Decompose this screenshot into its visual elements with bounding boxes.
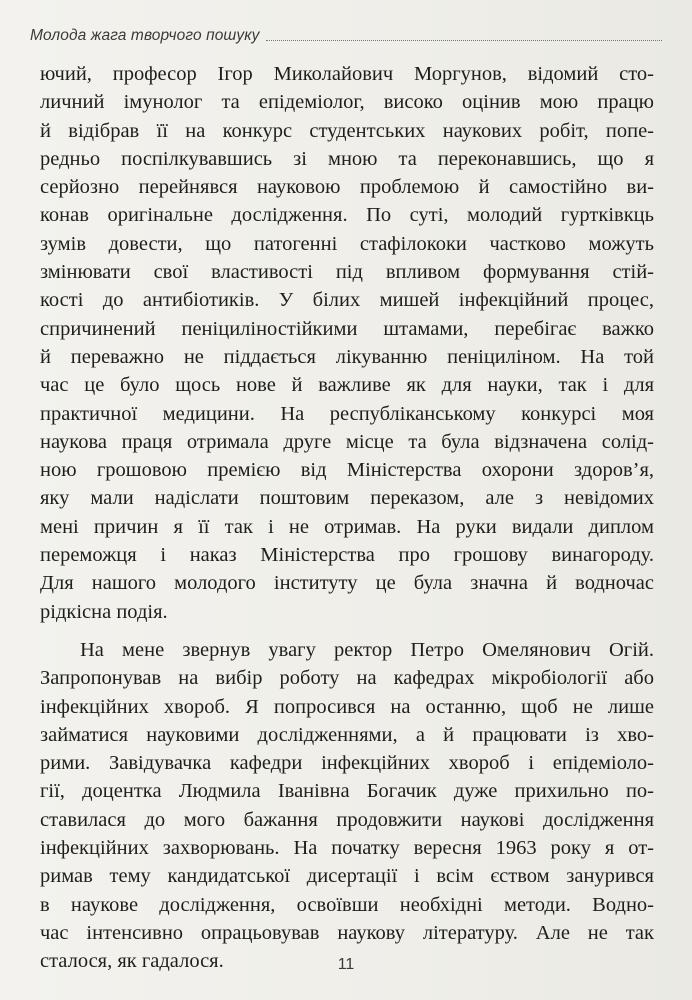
text-line: Для нашого молодого інституту це була значна й водночас xyxy=(40,572,654,595)
text-line: й переважно не піддається лікуванню пеніциліном. На той xyxy=(40,345,654,368)
text-line: яку мали надіслати поштовим переказом, але з невідомих xyxy=(40,487,654,510)
paragraph-2 xyxy=(40,636,654,976)
text-line: інфекційних захворювань. На початку вересня 1963 року я от- xyxy=(40,837,654,860)
text-line: змінювати свої властивості під впливом формування стій- xyxy=(40,261,654,284)
text-line: спричинений пеніциліностійкими штамами, перебігає важко xyxy=(40,317,654,340)
running-head-title: Молода жага творчого пошуку xyxy=(30,27,260,44)
text-line: й відібрав її на конкурс студентських наукових робіт, попе- xyxy=(40,119,654,142)
text-line: гії, доцентка Людмила Іванівна Богачик дуже прихильно по- xyxy=(40,780,654,803)
text-line: наукова праця отримала друге місце та була відзначена солід- xyxy=(40,430,654,453)
text-line: практичної медицини. На республіканському конкурсі моя xyxy=(40,402,654,425)
text-line: сталося, як гадалося. xyxy=(40,950,224,973)
text-line: ючий, професор Ігор Миколайович Моргунов, відомий сто- xyxy=(40,63,654,85)
text-line: займатися науковими дослідженнями, а й працювати із хво- xyxy=(40,723,654,746)
text-line: мені причин я її так і не отримав. На руки видали диплом xyxy=(40,515,654,538)
running-head-dotted-rule xyxy=(266,40,662,41)
text-line: рідкісна подія. xyxy=(40,600,168,623)
text-line: На мене звернув увагу ректор Петро Омелянович Огій. xyxy=(80,638,654,661)
text-line: ставилася до мого бажання продовжити наукові дослідження xyxy=(40,808,654,831)
text-line: рими. Завідувачка кафедри інфекційних хвороб і епідеміоло- xyxy=(40,752,654,775)
body-text xyxy=(40,60,654,976)
paragraph-gap xyxy=(40,626,654,636)
text-line: редньо поспілкувавшись зі мною та переконавшись, що я xyxy=(40,147,654,170)
text-line: в наукове дослідження, освоївши необхідні методи. Водно- xyxy=(40,893,654,916)
text-line: конав оригінальне дослідження. По суті, молодий гуртківкць xyxy=(40,204,654,227)
text-line: личний імунолог та епідеміолог, високо оцінив мою працю xyxy=(40,91,654,114)
text-line: інфекційних хвороб. Я попросився на останню, щоб не лише xyxy=(40,695,654,718)
text-line: зумів довести, що патогенні стафілококи частково можуть xyxy=(40,232,654,255)
text-line: переможця і наказ Міністерства про грошову винагороду. xyxy=(40,544,654,567)
text-line: римав тему кандидатської дисертації і всім єством занурився xyxy=(40,865,654,888)
text-line: ною грошовою премією від Міністерства охорони здоров’я, xyxy=(40,459,654,482)
text-line: серйозно перейнявся науковою проблемою й самостійно ви- xyxy=(40,176,654,199)
text-line: час інтенсивно опрацьовував наукову літературу. Але не так xyxy=(40,921,654,944)
page-number: 11 xyxy=(337,956,355,973)
text-line: кості до антибіотиків. У білих мишей інфекційний процес, xyxy=(40,289,654,312)
running-head xyxy=(30,27,662,45)
text-line: Запропонував на вибір роботу на кафедрах мікробіології або xyxy=(40,667,654,690)
text-line: час це було щось нове й важливе як для науки, так і для xyxy=(40,374,654,397)
paragraph-1 xyxy=(40,60,654,626)
